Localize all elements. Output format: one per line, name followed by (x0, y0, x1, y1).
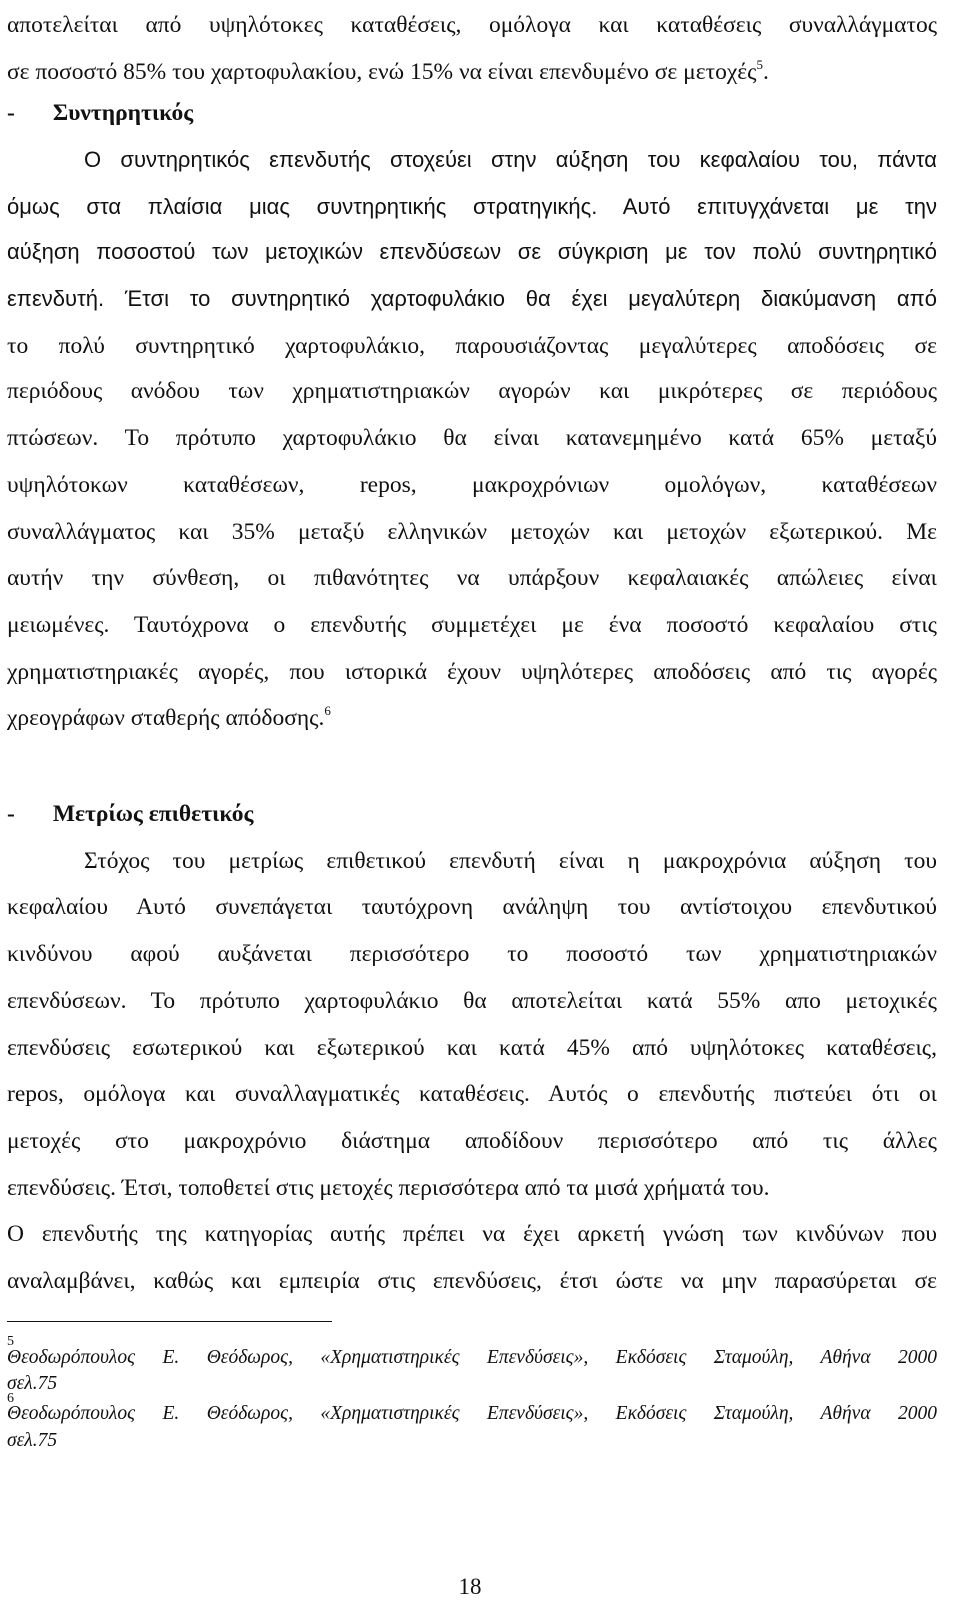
body-line: αναλαμβάνει, καθώς και εμπειρία στις επενδύσεις, έτσι ώστε να μην παρασύρεται σε (7, 1268, 937, 1294)
body-line: όμως στα πλαίσια μιας συντηρητικής στρατηγικής. Αυτό επιτυγχάνεται με την (7, 194, 937, 219)
body-line: περιόδους ανόδου των χρηματιστηριακών αγορών και μικρότερες σε περιόδους (7, 378, 937, 404)
body-line: μετοχές στο μακροχρόνιο διάστημα αποδίδουν περισσότερο από τις άλλες (7, 1128, 937, 1154)
body-line: χρεογράφων σταθερής απόδοσης.$^6$ (7, 703, 331, 731)
footnote-ref-5[interactable]: 5 (756, 57, 763, 72)
body-line: πτώσεων. Το πρότυπο χαρτοφυλάκιο θα είναι κατανεμημένο κατά 65% μεταξύ (7, 425, 937, 451)
body-line: υψηλότοκων καταθέσεων, repos, μακροχρόνιων ομολόγων, καταθέσεων (7, 472, 937, 498)
footnote-mark: 5 (7, 1334, 14, 1349)
body-line: το πολύ συντηρητικό χαρτοφυλάκιο, παρουσιάζοντας μεγαλύτερες αποδόσεις σε (7, 333, 937, 359)
footnote-separator (7, 1321, 332, 1322)
body-line: repos, ομόλογα και συναλλαγματικές καταθέσεις. Αυτός ο επενδυτής πιστεύει ότι οι (7, 1081, 937, 1107)
body-line: αποτελείται από υψηλότοκες καταθέσεις, ομόλογα και καταθέσεις συναλλάγματος (7, 12, 937, 38)
body-line: χρηματιστηριακές αγορές, που ιστορικά έχουν υψηλότερες αποδόσεις από τις αγορές (7, 659, 937, 685)
footnote-text: σελ.75 (7, 1373, 58, 1394)
body-line: κινδύνου αφού αυξάνεται περισσότερο το ποσοστό των χρηματιστηριακών (7, 941, 937, 967)
body-line: Στόχος του μετρίως επιθετικού επενδυτή είναι η μακροχρόνια αύξηση του (84, 848, 937, 874)
body-line: αυτήν την σύνθεση, οι πιθανότητες να υπάρξουν κεφαλαιακές απώλειες είναι (7, 565, 937, 591)
section-heading-moderately-aggressive: - Μετρίως επιθετικός (7, 801, 254, 827)
section-heading-conservative: - Συντηρητικός (7, 100, 194, 126)
body-line: Ο επενδυτής της κατηγορίας αυτής πρέπει να έχει αρκετή γνώση των κινδύνων που (7, 1221, 937, 1247)
page-number: 18 (458, 1574, 482, 1599)
footnote-ref-6[interactable]: 6 (324, 703, 331, 718)
body-line: κεφαλαίου Αυτό συνεπάγεται ταυτόχρονη ανάληψη του αντίστοιχου επενδυτικού (7, 894, 937, 920)
body-line: επενδύσεων. Το πρότυπο χαρτοφυλάκιο θα αποτελείται κατά 55% απο μετοχικές (7, 988, 937, 1014)
footnote-text: Θεοδωρόπουλος Ε. Θεόδωρος, «Χρηματιστηρικές Επενδύσεις», Εκδόσεις Σταμούλη, Αθήνα 2000 (7, 1403, 937, 1424)
body-line: επενδύσεις. Έτσι, τοποθετεί στις μετοχές περισσότερα από τα μισά χρήματά του. (7, 1175, 770, 1201)
body-line: σε ποσοστό 85% του χαρτοφυλακίου, ενώ 15% να είναι επενδυμένο σε μετοχές$^5$. (7, 57, 769, 85)
body-line: συναλλάγματος και 35% μεταξύ ελληνικών μετοχών και μετοχών εξωτερικού. Με (7, 519, 937, 545)
body-line: αύξηση ποσοστού των μετοχικών επενδύσεων σε σύγκριση με τον πολύ συντηρητικό (7, 239, 937, 264)
body-line: Ο συντηρητικός επενδυτής στοχεύει στην αύξηση του κεφαλαίου του, πάντα (84, 147, 937, 172)
body-line: επενδυτή. Έτσι το συντηρητικό χαρτοφυλάκιο θα έχει μεγαλύτερη διακύμανση από (7, 286, 937, 311)
footnote-text: Θεοδωρόπουλος Ε. Θεόδωρος, «Χρηματιστηρικές Επενδύσεις», Εκδόσεις Σταμούλη, Αθήνα 2000 (7, 1347, 937, 1368)
footnote-text: σελ.75 (7, 1430, 58, 1451)
body-line: μειωμένες. Ταυτόχρονα ο επενδυτής συμμετέχει με ένα ποσοστό κεφαλαίου στις (7, 612, 937, 638)
body-line: επενδύσεις εσωτερικού και εξωτερικού και κατά 45% από υψηλότοκες καταθέσεις, (7, 1035, 937, 1061)
footnote-mark: 6 (7, 1391, 14, 1406)
